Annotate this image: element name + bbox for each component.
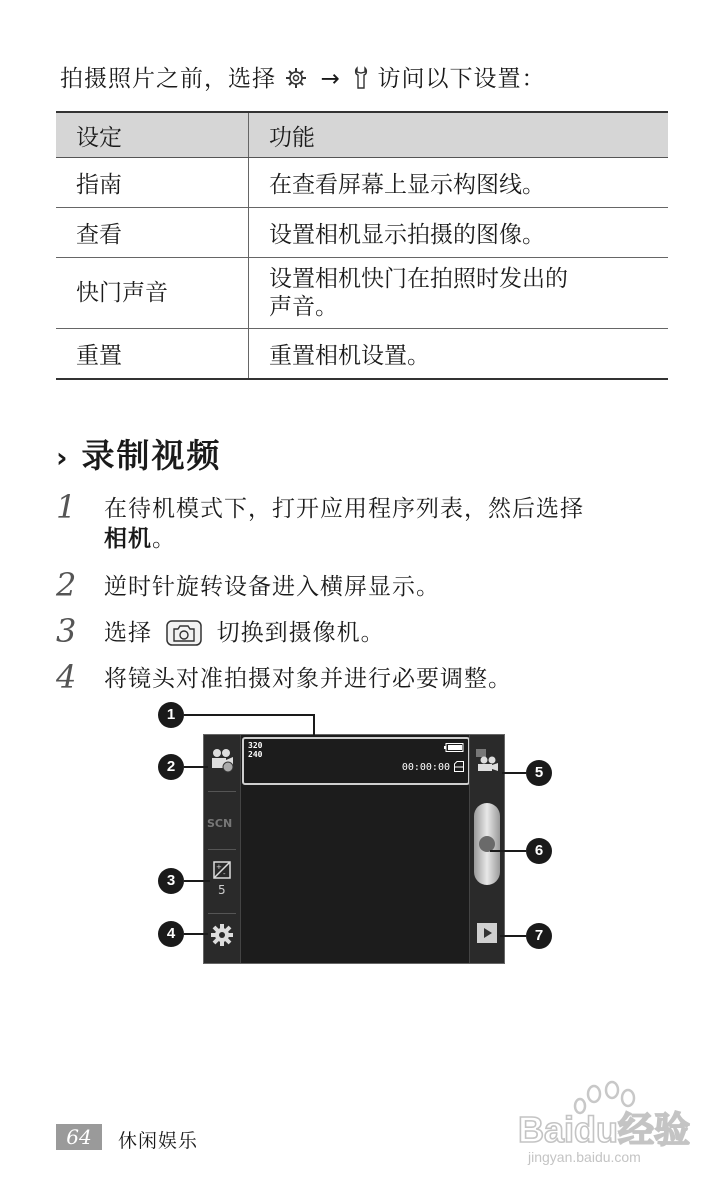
camera-mode-icon	[209, 747, 235, 773]
camcorder-figure	[150, 700, 560, 970]
step-bold-text: 相机	[104, 526, 152, 552]
gear-icon	[284, 66, 308, 90]
callout-6: 6	[526, 838, 552, 864]
exposure-icon	[213, 861, 231, 879]
table-row	[56, 329, 668, 380]
baidu-watermark	[508, 1080, 698, 1174]
resolution-height: 240	[248, 750, 263, 759]
table-header-row	[56, 112, 668, 158]
callout-1: 1	[158, 702, 184, 728]
resolution-indicator	[248, 741, 262, 759]
wrench-icon	[353, 66, 369, 90]
settings-gear-icon	[210, 923, 234, 947]
intro-after: 访问以下设置：	[377, 66, 546, 92]
setting-cell: 快门声音	[56, 258, 249, 329]
resolution-width: 320	[248, 741, 263, 750]
page-number: 64	[56, 1124, 102, 1150]
step-2	[56, 566, 440, 604]
table-row	[56, 208, 668, 258]
step-text: 将镜头对准拍摄对象并进行必要调整。	[104, 666, 512, 692]
table-row	[56, 158, 668, 208]
function-line-1: 设置相机快门在拍照时发出的	[269, 266, 568, 292]
section-title	[56, 430, 222, 477]
callout-3: 3	[158, 868, 184, 894]
left-toolbar	[204, 735, 241, 963]
callout-4: 4	[158, 921, 184, 947]
intro-before: 拍摄照片之前，选择	[60, 66, 276, 92]
watermark-url: jingyan.baidu.com	[528, 1149, 641, 1165]
setting-cell: 指南	[56, 158, 249, 208]
exposure-value: 5	[218, 883, 226, 897]
setting-cell: 重置	[56, 329, 249, 380]
record-button[interactable]	[474, 803, 500, 885]
camcorder-switch-icon[interactable]	[474, 747, 500, 773]
settings-table	[56, 111, 668, 380]
recording-timer: 00:00:00	[401, 762, 450, 773]
step-text: 逆时针旋转设备进入横屏显示。	[104, 574, 440, 600]
battery-icon	[444, 743, 464, 752]
step-number: 4	[56, 658, 78, 696]
step-text: 选择	[104, 620, 152, 646]
step-4	[56, 658, 512, 696]
baidu-paw-logo-icon	[508, 1080, 698, 1170]
right-toolbar	[469, 735, 504, 963]
intro-text	[60, 60, 546, 93]
step-number: 3	[56, 612, 78, 650]
watermark-brand: Baidu经验	[518, 1109, 691, 1150]
scene-mode-label: SCN	[207, 817, 233, 830]
chevron-right-icon: ›	[56, 441, 70, 474]
footer-section: 休闲娱乐	[118, 1130, 199, 1152]
step-number: 2	[56, 566, 78, 604]
memory-card-icon	[454, 761, 464, 772]
header-function: 功能	[249, 112, 669, 158]
table-row	[56, 258, 668, 329]
step-1	[56, 488, 584, 554]
step-text: 在待机模式下，打开应用程序列表，然后选择	[104, 496, 584, 522]
callout-7: 7	[526, 923, 552, 949]
indicators-box	[242, 737, 470, 785]
step-text-after: 切换到摄像机。	[216, 620, 385, 646]
svg-text:+: +	[216, 863, 222, 871]
camcorder-screen	[203, 734, 505, 964]
callout-5: 5	[526, 760, 552, 786]
function-cell: 设置相机显示拍摄的图像。	[249, 208, 669, 258]
svg-text:-: -	[223, 870, 226, 878]
callout-2: 2	[158, 754, 184, 780]
step-3	[56, 612, 385, 650]
header-setting: 设定	[56, 112, 249, 158]
function-line-2: 声音。	[269, 294, 338, 320]
step-end: 。	[152, 526, 176, 552]
section-title-text: 录制视频	[81, 436, 222, 475]
camera-icon	[166, 620, 202, 646]
arrow: →	[320, 66, 341, 92]
function-cell: 在查看屏幕上显示构图线。	[249, 158, 669, 208]
function-cell: 重置相机设置。	[249, 329, 669, 380]
play-icon[interactable]	[477, 923, 497, 943]
step-number: 1	[56, 488, 78, 526]
setting-cell: 查看	[56, 208, 249, 258]
function-cell	[249, 258, 669, 329]
